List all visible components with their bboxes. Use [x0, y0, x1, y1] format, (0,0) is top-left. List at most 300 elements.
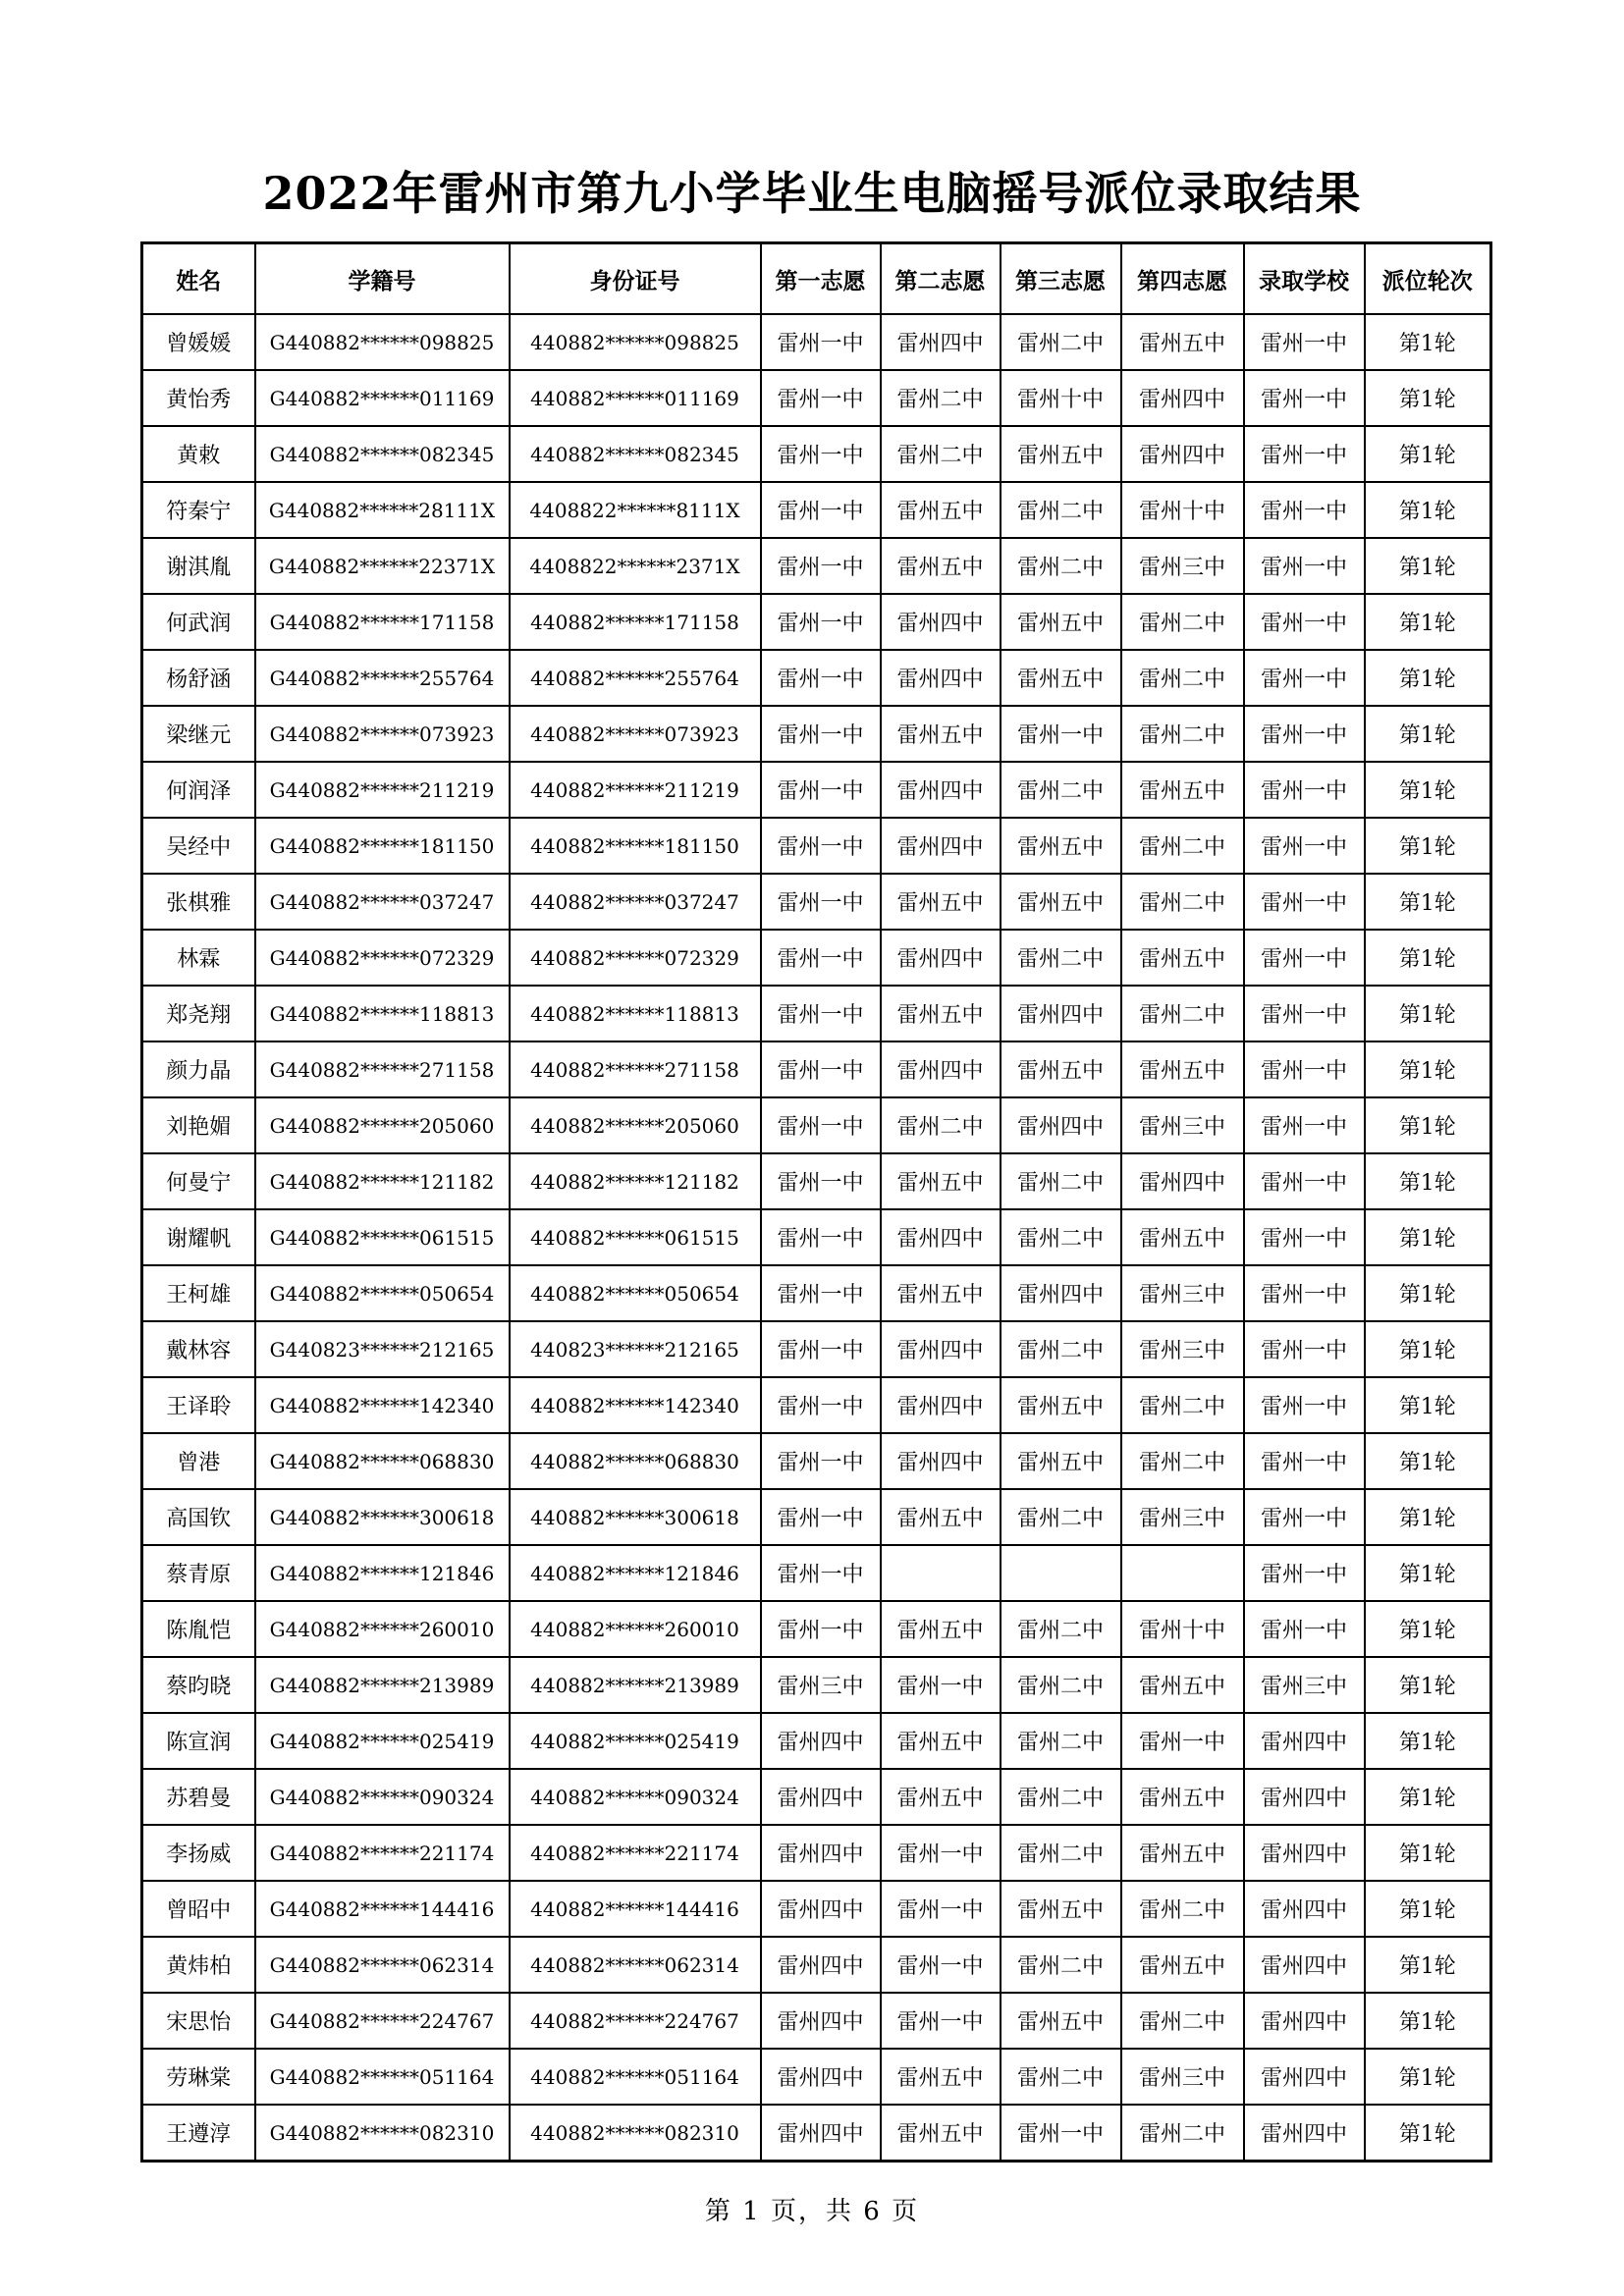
header-choice-1: 第一志愿 [761, 243, 881, 315]
cell-choice-3: 雷州五中 [1001, 594, 1121, 650]
cell-name: 曾港 [142, 1433, 255, 1489]
cell-name: 林霖 [142, 930, 255, 986]
cell-choice-3: 雷州五中 [1001, 874, 1121, 930]
table-row [142, 1601, 1491, 1657]
cell-choice-4: 雷州二中 [1121, 594, 1244, 650]
header-row [142, 243, 1491, 315]
cell-id-number: 440882******118813 [510, 986, 761, 1041]
cell-choice-2: 雷州五中 [881, 986, 1001, 1041]
table-row [142, 1377, 1491, 1433]
cell-choice-2: 雷州二中 [881, 426, 1001, 482]
cell-round: 第1轮 [1365, 1209, 1491, 1265]
cell-student-id: G440882******22371X [255, 538, 510, 594]
cell-choice-4: 雷州五中 [1121, 1937, 1244, 1993]
cell-student-id: G440882******011169 [255, 370, 510, 426]
cell-admitted-school: 雷州一中 [1244, 538, 1365, 594]
cell-admitted-school: 雷州一中 [1244, 1097, 1365, 1153]
cell-name: 郑尧翔 [142, 986, 255, 1041]
table-row [142, 1209, 1491, 1265]
cell-name: 何润泽 [142, 762, 255, 818]
page-footer: 第 1 页，共 6 页 [704, 2197, 920, 2226]
cell-student-id: G440882******118813 [255, 986, 510, 1041]
cell-student-id: G440882******025419 [255, 1713, 510, 1769]
cell-choice-1: 雷州一中 [761, 314, 881, 370]
cell-student-id: G440882******171158 [255, 594, 510, 650]
cell-choice-4: 雷州十中 [1121, 482, 1244, 538]
cell-choice-3: 雷州四中 [1001, 1097, 1121, 1153]
cell-choice-2: 雷州四中 [881, 1041, 1001, 1097]
cell-choice-2: 雷州五中 [881, 1713, 1001, 1769]
cell-round: 第1轮 [1365, 538, 1491, 594]
header-round: 派位轮次 [1365, 243, 1491, 315]
cell-choice-3: 雷州二中 [1001, 482, 1121, 538]
cell-round: 第1轮 [1365, 2049, 1491, 2105]
cell-choice-1: 雷州一中 [761, 482, 881, 538]
cell-admitted-school: 雷州一中 [1244, 762, 1365, 818]
cell-student-id: G440882******073923 [255, 706, 510, 762]
cell-student-id: G440882******28111X [255, 482, 510, 538]
cell-student-id: G440882******082310 [255, 2105, 510, 2162]
cell-student-id: G440882******098825 [255, 314, 510, 370]
cell-choice-2: 雷州五中 [881, 874, 1001, 930]
cell-name: 曾媛媛 [142, 314, 255, 370]
cell-choice-1: 雷州四中 [761, 1993, 881, 2049]
cell-choice-1: 雷州一中 [761, 1321, 881, 1377]
table-row [142, 818, 1491, 874]
cell-choice-1: 雷州四中 [761, 2049, 881, 2105]
table-row [142, 1041, 1491, 1097]
cell-admitted-school: 雷州一中 [1244, 1209, 1365, 1265]
table-row [142, 314, 1491, 370]
cell-choice-2: 雷州五中 [881, 1153, 1001, 1209]
cell-choice-1: 雷州一中 [761, 1489, 881, 1545]
cell-id-number: 440882******051164 [510, 2049, 761, 2105]
cell-choice-2: 雷州四中 [881, 818, 1001, 874]
cell-choice-1: 雷州一中 [761, 594, 881, 650]
table-row [142, 986, 1491, 1041]
cell-choice-1: 雷州一中 [761, 762, 881, 818]
cell-choice-4: 雷州二中 [1121, 986, 1244, 1041]
cell-student-id: G440882******181150 [255, 818, 510, 874]
table-row [142, 1097, 1491, 1153]
cell-choice-2: 雷州五中 [881, 1489, 1001, 1545]
cell-admitted-school: 雷州一中 [1244, 1601, 1365, 1657]
cell-choice-3: 雷州二中 [1001, 1937, 1121, 1993]
cell-id-number: 440882******121846 [510, 1545, 761, 1601]
cell-round: 第1轮 [1365, 1153, 1491, 1209]
header-choice-3: 第三志愿 [1001, 243, 1121, 315]
cell-student-id: G440882******051164 [255, 2049, 510, 2105]
cell-choice-4: 雷州五中 [1121, 1657, 1244, 1713]
table-row [142, 930, 1491, 986]
cell-choice-3: 雷州四中 [1001, 986, 1121, 1041]
table-row [142, 594, 1491, 650]
cell-id-number: 440882******072329 [510, 930, 761, 986]
cell-name: 宋思怡 [142, 1993, 255, 2049]
cell-choice-3: 雷州二中 [1001, 1209, 1121, 1265]
cell-admitted-school: 雷州一中 [1244, 986, 1365, 1041]
cell-round: 第1轮 [1365, 1993, 1491, 2049]
cell-choice-1: 雷州四中 [761, 1937, 881, 1993]
header-id-number: 身份证号 [510, 243, 761, 315]
table-row [142, 706, 1491, 762]
cell-choice-4: 雷州二中 [1121, 818, 1244, 874]
cell-round: 第1轮 [1365, 314, 1491, 370]
cell-student-id: G440882******082345 [255, 426, 510, 482]
cell-choice-4: 雷州三中 [1121, 1321, 1244, 1377]
cell-choice-3: 雷州五中 [1001, 1377, 1121, 1433]
cell-choice-4 [1121, 1545, 1244, 1601]
cell-choice-1: 雷州四中 [761, 1881, 881, 1937]
cell-choice-3: 雷州二中 [1001, 762, 1121, 818]
cell-choice-2: 雷州五中 [881, 1601, 1001, 1657]
cell-admitted-school: 雷州一中 [1244, 1433, 1365, 1489]
cell-choice-4: 雷州五中 [1121, 1209, 1244, 1265]
cell-choice-3: 雷州二中 [1001, 1825, 1121, 1881]
cell-id-number: 440882******061515 [510, 1209, 761, 1265]
cell-choice-1: 雷州一中 [761, 706, 881, 762]
cell-id-number: 440882******224767 [510, 1993, 761, 2049]
cell-name: 戴林容 [142, 1321, 255, 1377]
cell-choice-4: 雷州五中 [1121, 314, 1244, 370]
cell-choice-1: 雷州一中 [761, 930, 881, 986]
cell-choice-4: 雷州四中 [1121, 426, 1244, 482]
cell-choice-1: 雷州一中 [761, 1209, 881, 1265]
cell-choice-4: 雷州十中 [1121, 1601, 1244, 1657]
cell-student-id: G440882******224767 [255, 1993, 510, 2049]
cell-name: 吴经中 [142, 818, 255, 874]
cell-round: 第1轮 [1365, 986, 1491, 1041]
cell-choice-1: 雷州一中 [761, 1377, 881, 1433]
table-row [142, 874, 1491, 930]
table-row [142, 1657, 1491, 1713]
cell-admitted-school: 雷州一中 [1244, 818, 1365, 874]
cell-student-id: G440882******061515 [255, 1209, 510, 1265]
cell-name: 何曼宁 [142, 1153, 255, 1209]
cell-id-number: 440882******271158 [510, 1041, 761, 1097]
cell-choice-1: 雷州一中 [761, 986, 881, 1041]
cell-choice-2: 雷州五中 [881, 482, 1001, 538]
cell-choice-2: 雷州四中 [881, 1377, 1001, 1433]
cell-choice-1: 雷州一中 [761, 538, 881, 594]
cell-choice-2: 雷州四中 [881, 650, 1001, 706]
cell-round: 第1轮 [1365, 874, 1491, 930]
cell-student-id: G440882******090324 [255, 1769, 510, 1825]
cell-student-id: G440882******072329 [255, 930, 510, 986]
cell-id-number: 440882******025419 [510, 1713, 761, 1769]
cell-round: 第1轮 [1365, 370, 1491, 426]
cell-id-number: 440882******098825 [510, 314, 761, 370]
cell-name: 梁继元 [142, 706, 255, 762]
cell-student-id: G440882******142340 [255, 1377, 510, 1433]
cell-admitted-school: 雷州一中 [1244, 426, 1365, 482]
cell-round: 第1轮 [1365, 1041, 1491, 1097]
cell-choice-1: 雷州一中 [761, 650, 881, 706]
cell-choice-2: 雷州五中 [881, 2049, 1001, 2105]
cell-id-number: 440882******142340 [510, 1377, 761, 1433]
cell-student-id: G440823******212165 [255, 1321, 510, 1377]
cell-id-number: 440882******062314 [510, 1937, 761, 1993]
header-student-id: 学籍号 [255, 243, 510, 315]
cell-student-id: G440882******062314 [255, 1937, 510, 1993]
cell-choice-4: 雷州二中 [1121, 650, 1244, 706]
cell-choice-3: 雷州二中 [1001, 538, 1121, 594]
cell-choice-1: 雷州四中 [761, 1825, 881, 1881]
cell-id-number: 440882******181150 [510, 818, 761, 874]
cell-name: 符秦宁 [142, 482, 255, 538]
cell-admitted-school: 雷州四中 [1244, 2105, 1365, 2162]
cell-name: 王柯雄 [142, 1265, 255, 1321]
cell-round: 第1轮 [1365, 594, 1491, 650]
cell-id-number: 440882******011169 [510, 370, 761, 426]
cell-student-id: G440882******213989 [255, 1657, 510, 1713]
cell-round: 第1轮 [1365, 1713, 1491, 1769]
cell-name: 劳琳棠 [142, 2049, 255, 2105]
cell-choice-3: 雷州二中 [1001, 1657, 1121, 1713]
cell-choice-2: 雷州五中 [881, 1769, 1001, 1825]
cell-round: 第1轮 [1365, 2105, 1491, 2162]
cell-admitted-school: 雷州一中 [1244, 1545, 1365, 1601]
table-row [142, 2049, 1491, 2105]
cell-choice-3: 雷州二中 [1001, 1601, 1121, 1657]
table-row [142, 1993, 1491, 2049]
cell-choice-3: 雷州五中 [1001, 818, 1121, 874]
cell-id-number: 440882******221174 [510, 1825, 761, 1881]
cell-choice-4: 雷州五中 [1121, 1825, 1244, 1881]
cell-student-id: G440882******255764 [255, 650, 510, 706]
cell-choice-1: 雷州一中 [761, 1265, 881, 1321]
table-row [142, 1937, 1491, 1993]
cell-id-number: 440882******050654 [510, 1265, 761, 1321]
cell-student-id: G440882******144416 [255, 1881, 510, 1937]
cell-id-number: 440882******068830 [510, 1433, 761, 1489]
cell-round: 第1轮 [1365, 706, 1491, 762]
cell-id-number: 440882******255764 [510, 650, 761, 706]
cell-choice-1: 雷州一中 [761, 1097, 881, 1153]
cell-choice-4: 雷州二中 [1121, 874, 1244, 930]
cell-choice-4: 雷州二中 [1121, 1993, 1244, 2049]
cell-choice-2: 雷州一中 [881, 1825, 1001, 1881]
table-row [142, 538, 1491, 594]
cell-id-number: 440882******260010 [510, 1601, 761, 1657]
cell-student-id: G440882******205060 [255, 1097, 510, 1153]
cell-admitted-school: 雷州一中 [1244, 874, 1365, 930]
cell-name: 刘艳媚 [142, 1097, 255, 1153]
table-row [142, 1881, 1491, 1937]
cell-name: 黄炜柏 [142, 1937, 255, 1993]
cell-id-number: 440882******090324 [510, 1769, 761, 1825]
cell-choice-2: 雷州四中 [881, 1433, 1001, 1489]
cell-choice-2: 雷州四中 [881, 930, 1001, 986]
cell-name: 何武润 [142, 594, 255, 650]
cell-name: 苏碧曼 [142, 1769, 255, 1825]
cell-admitted-school: 雷州四中 [1244, 1993, 1365, 2049]
cell-admitted-school: 雷州一中 [1244, 1041, 1365, 1097]
cell-choice-3: 雷州二中 [1001, 1713, 1121, 1769]
cell-choice-2: 雷州四中 [881, 594, 1001, 650]
cell-choice-2 [881, 1545, 1001, 1601]
cell-admitted-school: 雷州一中 [1244, 594, 1365, 650]
cell-admitted-school: 雷州四中 [1244, 1881, 1365, 1937]
cell-choice-2: 雷州四中 [881, 314, 1001, 370]
cell-choice-4: 雷州二中 [1121, 1433, 1244, 1489]
cell-round: 第1轮 [1365, 482, 1491, 538]
cell-choice-4: 雷州三中 [1121, 1097, 1244, 1153]
table-row [142, 1489, 1491, 1545]
header-name: 姓名 [142, 243, 255, 315]
table-body [142, 314, 1491, 2162]
cell-round: 第1轮 [1365, 1881, 1491, 1937]
cell-choice-3: 雷州五中 [1001, 426, 1121, 482]
cell-choice-1: 雷州一中 [761, 370, 881, 426]
cell-student-id: G440882******121182 [255, 1153, 510, 1209]
cell-name: 谢淇胤 [142, 538, 255, 594]
cell-student-id: G440882******221174 [255, 1825, 510, 1881]
table-row [142, 1153, 1491, 1209]
cell-id-number: 440882******144416 [510, 1881, 761, 1937]
cell-round: 第1轮 [1365, 1489, 1491, 1545]
cell-choice-1: 雷州四中 [761, 2105, 881, 2162]
cell-choice-2: 雷州二中 [881, 1097, 1001, 1153]
cell-id-number: 440882******121182 [510, 1153, 761, 1209]
cell-admitted-school: 雷州一中 [1244, 1265, 1365, 1321]
cell-choice-2: 雷州五中 [881, 2105, 1001, 2162]
cell-name: 王遵淳 [142, 2105, 255, 2162]
cell-choice-3: 雷州二中 [1001, 1489, 1121, 1545]
table-row [142, 1433, 1491, 1489]
cell-choice-2: 雷州一中 [881, 1657, 1001, 1713]
cell-choice-1: 雷州一中 [761, 1601, 881, 1657]
cell-student-id: G440882******271158 [255, 1041, 510, 1097]
cell-round: 第1轮 [1365, 930, 1491, 986]
cell-choice-3: 雷州五中 [1001, 650, 1121, 706]
cell-choice-2: 雷州一中 [881, 1881, 1001, 1937]
cell-round: 第1轮 [1365, 426, 1491, 482]
cell-round: 第1轮 [1365, 1265, 1491, 1321]
cell-choice-1: 雷州四中 [761, 1769, 881, 1825]
cell-name: 谢耀帆 [142, 1209, 255, 1265]
cell-name: 王译聆 [142, 1377, 255, 1433]
cell-choice-2: 雷州四中 [881, 1321, 1001, 1377]
cell-choice-3: 雷州五中 [1001, 1041, 1121, 1097]
cell-id-number: 440882******082310 [510, 2105, 761, 2162]
cell-choice-4: 雷州一中 [1121, 1713, 1244, 1769]
cell-choice-3: 雷州五中 [1001, 1993, 1121, 2049]
cell-choice-1: 雷州一中 [761, 1153, 881, 1209]
cell-choice-2: 雷州一中 [881, 1937, 1001, 1993]
cell-round: 第1轮 [1365, 1545, 1491, 1601]
cell-choice-3: 雷州二中 [1001, 930, 1121, 986]
cell-student-id: G440882******211219 [255, 762, 510, 818]
cell-admitted-school: 雷州一中 [1244, 1377, 1365, 1433]
cell-name: 高国钦 [142, 1489, 255, 1545]
cell-choice-1: 雷州三中 [761, 1657, 881, 1713]
cell-id-number: 440882******171158 [510, 594, 761, 650]
cell-admitted-school: 雷州四中 [1244, 1825, 1365, 1881]
cell-name: 曾昭中 [142, 1881, 255, 1937]
cell-choice-2: 雷州四中 [881, 762, 1001, 818]
cell-admitted-school: 雷州四中 [1244, 1713, 1365, 1769]
cell-choice-4: 雷州三中 [1121, 1265, 1244, 1321]
table-row [142, 1265, 1491, 1321]
cell-name: 蔡昀晓 [142, 1657, 255, 1713]
cell-admitted-school: 雷州三中 [1244, 1657, 1365, 1713]
cell-choice-2: 雷州五中 [881, 538, 1001, 594]
cell-name: 黄敕 [142, 426, 255, 482]
cell-admitted-school: 雷州一中 [1244, 706, 1365, 762]
cell-choice-4: 雷州二中 [1121, 1377, 1244, 1433]
cell-choice-3: 雷州二中 [1001, 314, 1121, 370]
table-row [142, 370, 1491, 426]
cell-admitted-school: 雷州四中 [1244, 1937, 1365, 1993]
cell-choice-1: 雷州一中 [761, 818, 881, 874]
cell-choice-4: 雷州四中 [1121, 370, 1244, 426]
cell-name: 黄怡秀 [142, 370, 255, 426]
header-admitted-school: 录取学校 [1244, 243, 1365, 315]
cell-student-id: G440882******037247 [255, 874, 510, 930]
cell-choice-4: 雷州五中 [1121, 930, 1244, 986]
cell-round: 第1轮 [1365, 1433, 1491, 1489]
cell-choice-4: 雷州二中 [1121, 2105, 1244, 2162]
cell-choice-3: 雷州五中 [1001, 1433, 1121, 1489]
cell-choice-1: 雷州一中 [761, 1041, 881, 1097]
cell-id-number: 4408822******2371X [510, 538, 761, 594]
cell-id-number: 440882******073923 [510, 706, 761, 762]
cell-name: 陈宣润 [142, 1713, 255, 1769]
table-row [142, 426, 1491, 482]
cell-choice-4: 雷州二中 [1121, 706, 1244, 762]
cell-round: 第1轮 [1365, 1769, 1491, 1825]
cell-choice-3: 雷州四中 [1001, 1265, 1121, 1321]
cell-round: 第1轮 [1365, 1657, 1491, 1713]
cell-admitted-school: 雷州一中 [1244, 1153, 1365, 1209]
table-row [142, 1713, 1491, 1769]
cell-student-id: G440882******260010 [255, 1601, 510, 1657]
cell-round: 第1轮 [1365, 1937, 1491, 1993]
cell-round: 第1轮 [1365, 1825, 1491, 1881]
page-title: 2022年雷州市第九小学毕业生电脑摇号派位录取结果 [262, 167, 1362, 220]
cell-admitted-school: 雷州一中 [1244, 1321, 1365, 1377]
cell-id-number: 440882******300618 [510, 1489, 761, 1545]
cell-choice-4: 雷州五中 [1121, 1769, 1244, 1825]
cell-admitted-school: 雷州一中 [1244, 314, 1365, 370]
cell-name: 张棋雅 [142, 874, 255, 930]
table-row [142, 2105, 1491, 2162]
cell-admitted-school: 雷州一中 [1244, 650, 1365, 706]
table-row [142, 1769, 1491, 1825]
cell-admitted-school: 雷州一中 [1244, 370, 1365, 426]
cell-choice-1: 雷州一中 [761, 1433, 881, 1489]
cell-id-number: 440882******211219 [510, 762, 761, 818]
cell-choice-3: 雷州十中 [1001, 370, 1121, 426]
cell-choice-1: 雷州四中 [761, 1713, 881, 1769]
cell-student-id: G440882******300618 [255, 1489, 510, 1545]
table-row [142, 482, 1491, 538]
cell-choice-1: 雷州一中 [761, 426, 881, 482]
cell-choice-1: 雷州一中 [761, 874, 881, 930]
cell-round: 第1轮 [1365, 1377, 1491, 1433]
cell-choice-4: 雷州二中 [1121, 1881, 1244, 1937]
cell-choice-1: 雷州一中 [761, 1545, 881, 1601]
table-row [142, 1321, 1491, 1377]
table-row [142, 650, 1491, 706]
cell-id-number: 440882******213989 [510, 1657, 761, 1713]
cell-choice-2: 雷州一中 [881, 1993, 1001, 2049]
cell-round: 第1轮 [1365, 1097, 1491, 1153]
header-choice-2: 第二志愿 [881, 243, 1001, 315]
cell-round: 第1轮 [1365, 762, 1491, 818]
cell-name: 陈胤恺 [142, 1601, 255, 1657]
